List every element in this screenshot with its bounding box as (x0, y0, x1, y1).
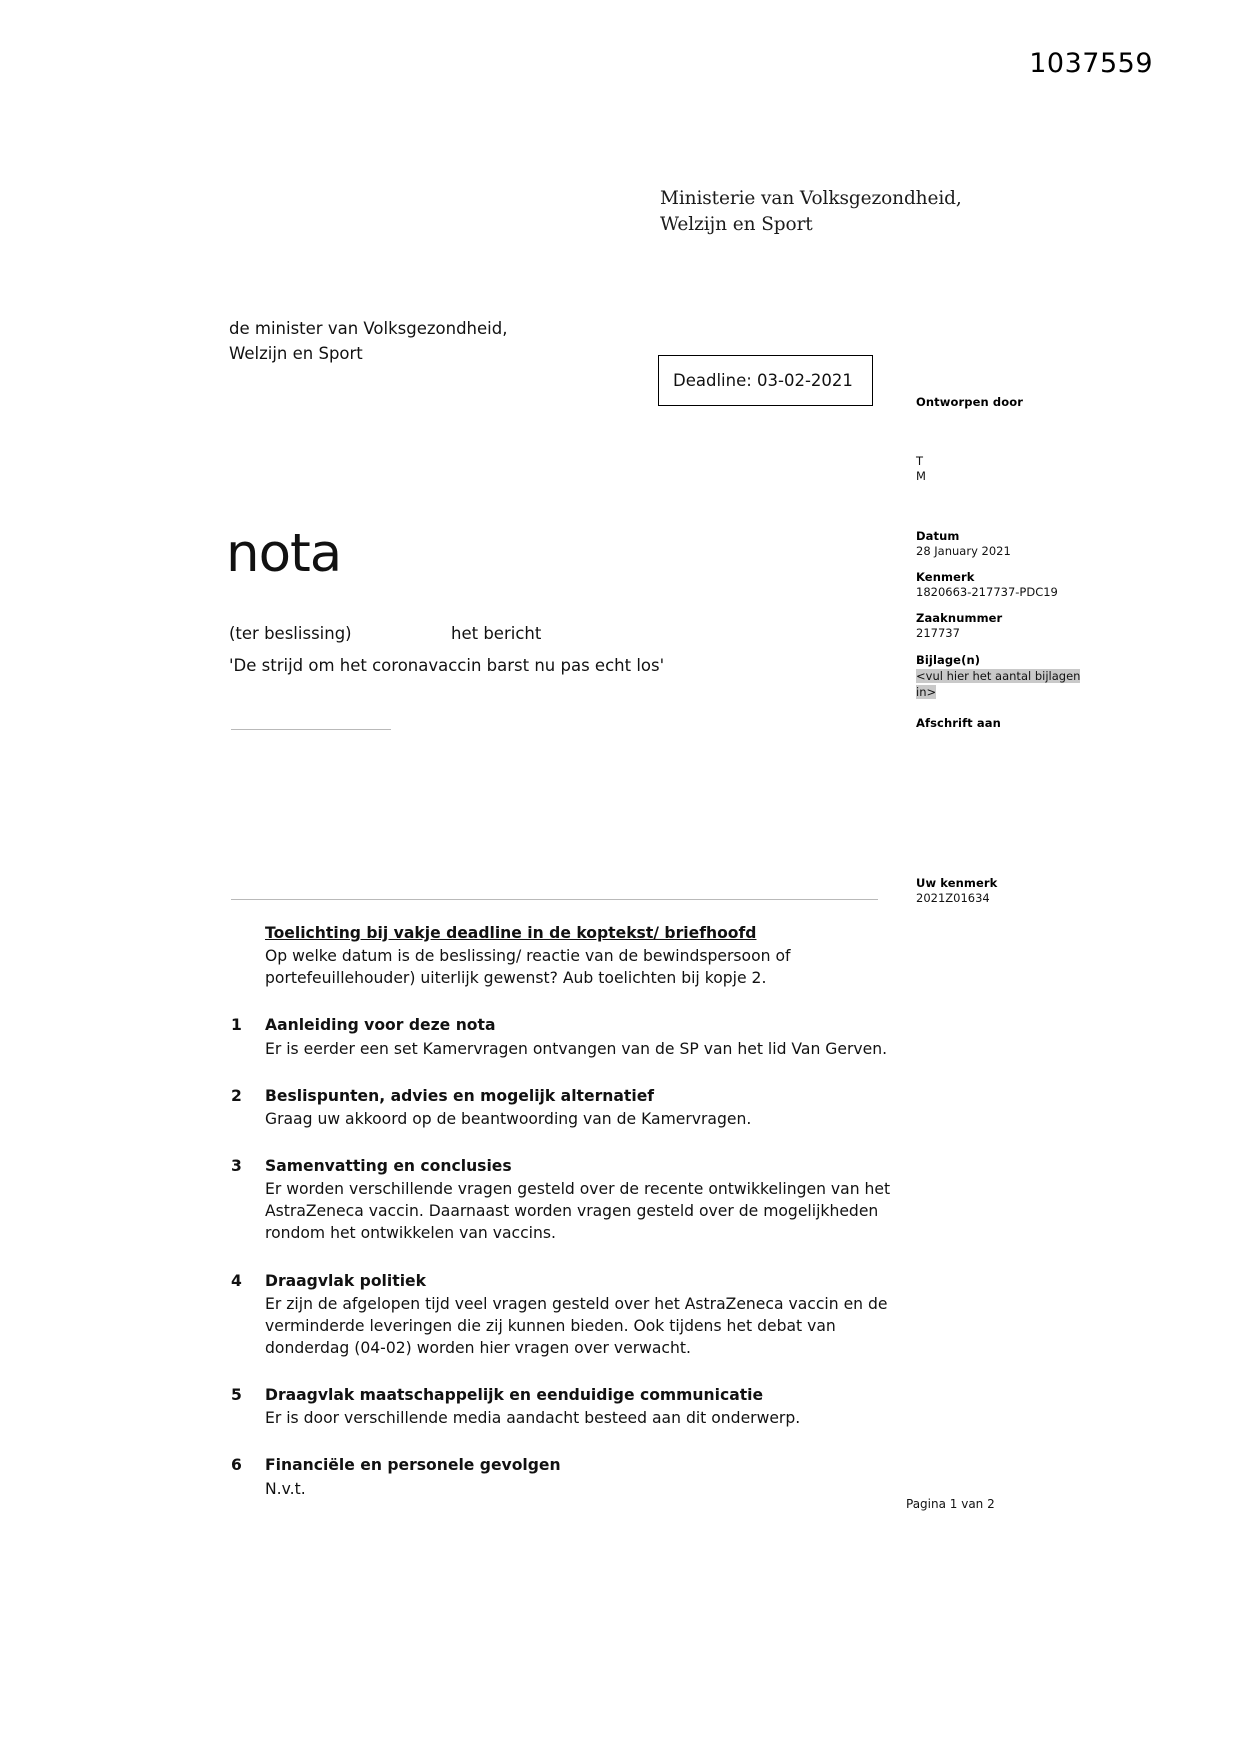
deadline-box (658, 355, 873, 406)
section-number: 3 (231, 1156, 242, 1175)
body-section (231, 1454, 891, 1499)
meta-uw-kenmerk-block (916, 876, 1101, 906)
metadata-column (916, 395, 1101, 701)
meta-label-ontworpen-door: Ontworpen door (916, 395, 1023, 409)
spacer (916, 559, 1101, 570)
section-heading: Draagvlak maatschappelijk en eenduidige communicatie (265, 1386, 764, 1405)
addressee-line-2: Welzijn en Sport (229, 343, 363, 363)
ministry-line-1: Ministerie van Volksgezondheid, (660, 188, 962, 209)
section-number: 5 (231, 1386, 242, 1405)
body-section (231, 1014, 891, 1059)
spacer (916, 600, 1101, 611)
subject-kind-secondary: het bericht (451, 624, 542, 643)
section-number: 1 (231, 1016, 242, 1035)
section-heading: Aanleiding voor deze nota (265, 1016, 496, 1035)
deadline-text: Deadline: 03-02-2021 (673, 371, 853, 390)
meta-label-zaaknummer: Zaaknummer (916, 611, 1003, 626)
meta-value-bijlage-placeholder: <vul hier het aantal bijlagen in> (916, 668, 1081, 700)
section-number: 2 (231, 1086, 242, 1105)
section-content (265, 1270, 891, 1360)
section-heading: Beslispunten, advies en mogelijk alternatief (265, 1086, 655, 1105)
spacer (916, 410, 1101, 454)
body-section (231, 1384, 891, 1429)
section-content (265, 1384, 891, 1429)
meta-label-uw-kenmerk: Uw kenmerk (916, 876, 998, 890)
meta-value-zaaknummer: 217737 (916, 626, 960, 641)
body-section (231, 1270, 891, 1360)
subject-kind-row (229, 624, 829, 643)
section-text: Graag uw akkoord op de beantwoording van de Kamervragen. (265, 1109, 752, 1128)
section-content (265, 1155, 891, 1245)
meta-label-kenmerk: Kenmerk (916, 569, 975, 584)
ministry-logotype (660, 186, 962, 239)
addressee-block (229, 317, 507, 367)
divider-long (231, 899, 878, 900)
intro-heading: Toelichting bij vakje deadline in de koptekst/ briefhoofd (265, 924, 757, 942)
page-title: nota (226, 523, 342, 584)
meta-afschrift-block (916, 716, 1101, 730)
section-heading: Financiële en personele gevolgen (265, 1456, 561, 1475)
body-section (231, 1085, 891, 1130)
section-number: 4 (231, 1271, 242, 1290)
addressee-line-1: de minister van Volksgezondheid, (229, 319, 508, 338)
section-text: N.v.t. (265, 1479, 306, 1498)
section-content (265, 1085, 891, 1130)
section-content (265, 1014, 891, 1059)
section-text: Er worden verschillende vragen gesteld over de recente ontwikkelingen van het AstraZeneca vaccin. Daarnaast worden vragen gesteld over de mogelijkheden rondom het ontwikkelen van vaccins. (265, 1180, 891, 1243)
section-text: Er zijn de afgelopen tijd veel vragen gesteld over het AstraZeneca vaccin en de verminderde leveringen die zij kunnen bieden. Ook tijdens het debat van donderdag (04-02) worden hier vragen over verwacht. (265, 1294, 888, 1357)
section-heading: Samenvatting en conclusies (265, 1156, 512, 1175)
meta-value-ontworpen-door-2: M (916, 469, 926, 484)
document-body (231, 922, 891, 1500)
subject-title: 'De strijd om het coronavaccin barst nu pas echt los' (229, 656, 665, 675)
meta-label-bijlage: Bijlage(n) (916, 652, 981, 667)
meta-value-ontworpen-door-1: T (916, 454, 924, 469)
meta-label-datum: Datum (916, 528, 960, 543)
section-heading: Draagvlak politiek (265, 1271, 426, 1290)
body-section (231, 1155, 891, 1245)
meta-value-datum: 28 January 2021 (916, 543, 1011, 558)
intro-block (231, 922, 891, 989)
meta-value-kenmerk: 1820663-217737-PDC19 (916, 585, 1058, 600)
meta-value-bijlage-wrap (916, 668, 1101, 701)
page-footer: Pagina 1 van 2 (906, 1497, 995, 1511)
meta-label-afschrift-aan: Afschrift aan (916, 716, 1001, 730)
intro-text: Op welke datum is de beslissing/ reactie van de bewindspersoon of portefeuillehouder) uiterlijk gewenst? Aub toelichten bij kopje 2. (265, 947, 791, 988)
document-reference-number: 1037559 (1029, 48, 1153, 79)
section-text: Er is door verschillende media aandacht besteed aan dit onderwerp. (265, 1409, 801, 1428)
spacer (916, 485, 1101, 529)
meta-value-uw-kenmerk: 2021Z01634 (916, 891, 990, 906)
section-number: 6 (231, 1456, 242, 1475)
section-content (265, 1454, 891, 1499)
subject-kind: (ter beslissing) (229, 624, 352, 643)
divider-short (231, 729, 391, 730)
spacer (916, 642, 1101, 653)
section-text: Er is eerder een set Kamervragen ontvangen van de SP van het lid Van Gerven. (265, 1039, 888, 1058)
ministry-line-2: Welzijn en Sport (660, 214, 813, 236)
